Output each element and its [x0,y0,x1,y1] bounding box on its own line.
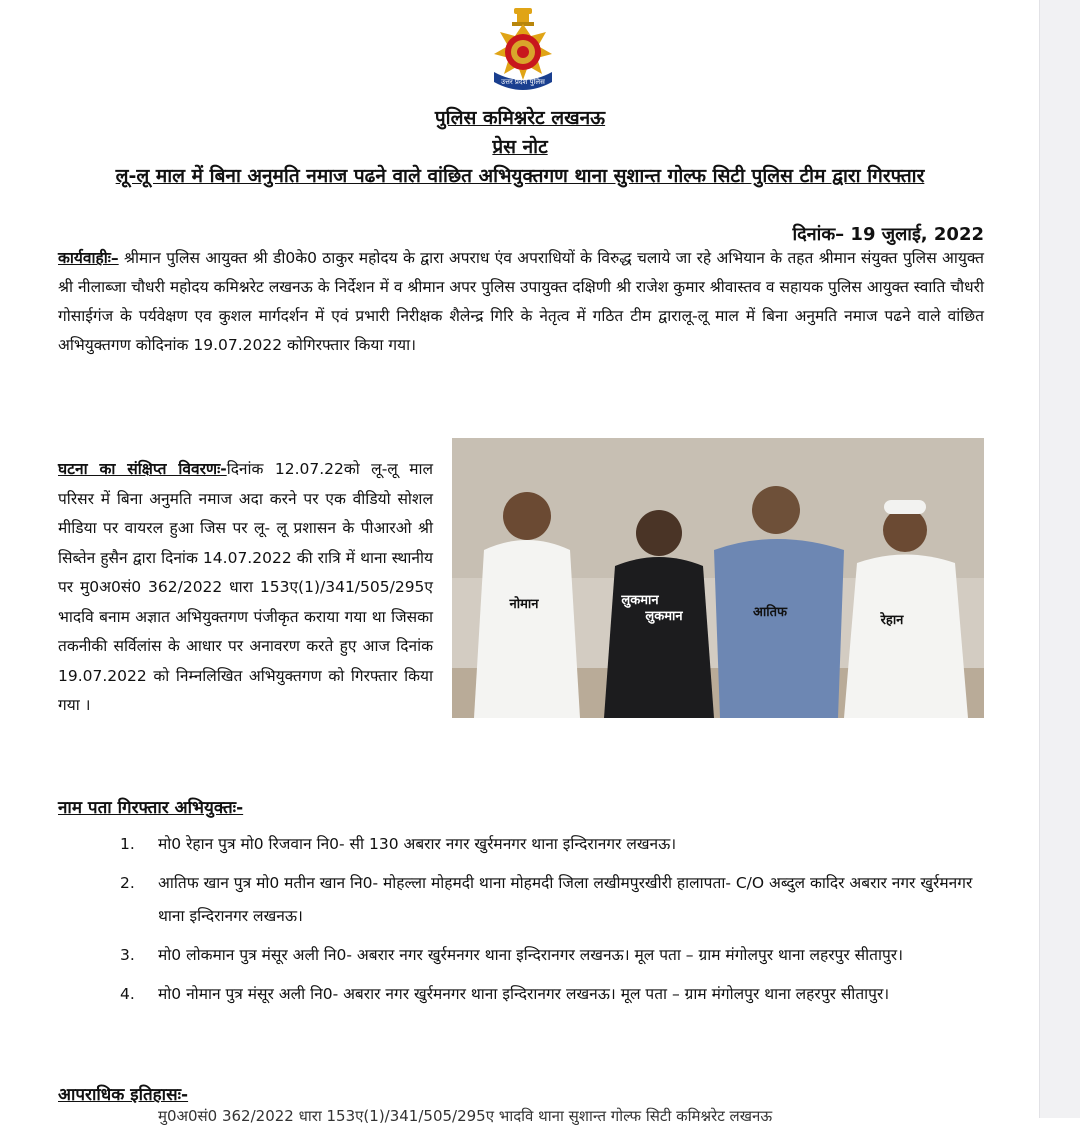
list-text: मो0 रेहान पुत्र मो0 रिजवान नि0- सी 130 अबरार नगर खुर्रमनगर थाना इन्दिरानगर लखनऊ। [158,835,677,853]
accused-group-photo [452,438,984,718]
photo-label-noman: नोमान [509,597,539,612]
criminal-history-heading: आपराधिक इतिहासः- [58,1085,189,1105]
headline: लू-लू माल में बिना अनुमति नमाज पढने वाले वांछित अभियुक्तगण थाना सुशान्त गोल्फ सिटी पुलिस टीम द्वारा गिरफ्तार [115,165,925,187]
action-paragraph [58,244,984,360]
photo-label-lukman-1: लुकमान [621,593,659,608]
accused-list [120,828,990,1017]
incident-label: घटना का संक्षिप्त विवरणः- [58,460,227,478]
photo-label-lukman-2: लुकमान [645,609,683,624]
list-item [120,939,990,972]
criminal-history-line: मु0अ0सं0 362/2022 धारा 153ए(1)/341/505/295ए भादवि थाना सुशान्त गोल्फ सिटी कमिश्नरेट लखनऊ [158,1107,773,1125]
press-note-date: दिनांक– 19 जुलाई, 2022 [792,224,984,245]
list-text: मो0 लोकमान पुत्र मंसूर अली नि0- अबरार नगर खुर्रमनगर थाना इन्दिरानगर लखनऊ। मूल पता – ग्राम मंगोलपुर थाना लहरपुर सीतापुर। [158,946,903,964]
action-label: कार्यवाहीः– [58,249,119,267]
incident-paragraph [58,455,433,721]
scroll-track[interactable] [1039,0,1080,1118]
press-note-title: प्रेस नोट [492,136,548,158]
photo-label-atif: आतिफ [752,605,788,620]
list-item [120,828,990,861]
list-number: 4. [120,985,135,1003]
incident-text: दिनांक 12.07.22को लू-लू माल परिसर में बिना अनुमति नमाज अदा करने पर एक वीडियो सोशल मीडिया पर वायरल हुआ जिस पर लू- लू प्रशासन के पीआरओ श्री सिब्तेन हुसैन द्वारा दिनांक 14.07.2022 की रात्रि में थाना स्थानीय पर मु0अ0सं0 362/2022 धारा 153ए(1)/341/505/295ए भादवि बनाम अज्ञात अभियुक्तगण पंजीकृत कराया गया था जिसका तकनीकी सर्विलांस के आधार पर अनावरण करते हुए आज दिनांक 19.07.2022 को निम्नलिखित अभियुक्तगण को गिरफ्तार किया गया । [58,460,433,714]
list-text: मो0 नोमान पुत्र मंसूर अली नि0- अबरार नगर खुर्रमनगर थाना इन्दिरानगर लखनऊ। मूल पता – ग्राम मंगोलपुर थाना लहरपुर सीतापुर। [158,985,890,1003]
list-number: 3. [120,946,135,964]
svg-text:उत्तर प्रदेश पुलिस: उत्तर प्रदेश पुलिस [501,78,545,86]
action-text: श्रीमान पुलिस आयुक्त श्री डी0के0 ठाकुर महोदय के द्वारा अपराध एंव अपराधियों के विरुद्ध चलाये जा रहे अभियान के तहत श्रीमान संयुक्त पुलिस आयुक्त श्री नीलाब्जा चौधरी महोदय कमिश्नरेट लखनऊ के निर्देशन में व श्रीमान अपर पुलिस उपायुक्त दक्षिणी श्री राजेश कुमार श्रीवास्तव व सहायक पुलिस आयुक्त स्वाति चौधरी गोसाईगंज के पर्यवेक्षण एव कुशल मार्गदर्शन में एवं प्रभारी निरीक्षक शैलेन्द्र गिरि के नेतृत्व में गठित टीम द्वारालू-लू माल में बिना अनुमति नमाज पढने वाले वांछित अभियुक्तगण कोदिनांक 19.07.2022 कोगिरफ्तार किया गया। [58,249,984,354]
accused-heading: नाम पता गिरफ्तार अभियुक्तः- [58,798,244,818]
list-number: 1. [120,835,135,853]
office-title: पुलिस कमिश्नरेट लखनऊ [434,107,606,129]
list-item [120,867,990,933]
list-item [120,978,990,1011]
up-police-emblem-icon [484,6,562,98]
list-number: 2. [120,874,135,892]
list-text: आतिफ खान पुत्र मो0 मतीन खान नि0- मोहल्ला मोहमदी थाना मोहमदी जिला लखीमपुरखीरी हालापता- C/O अब्दुल कादिर अबरार नगर खुर्रमनगर थाना इन्दिरानगर लखनऊ। [158,874,973,925]
photo-label-rehan: रेहान [880,613,904,628]
